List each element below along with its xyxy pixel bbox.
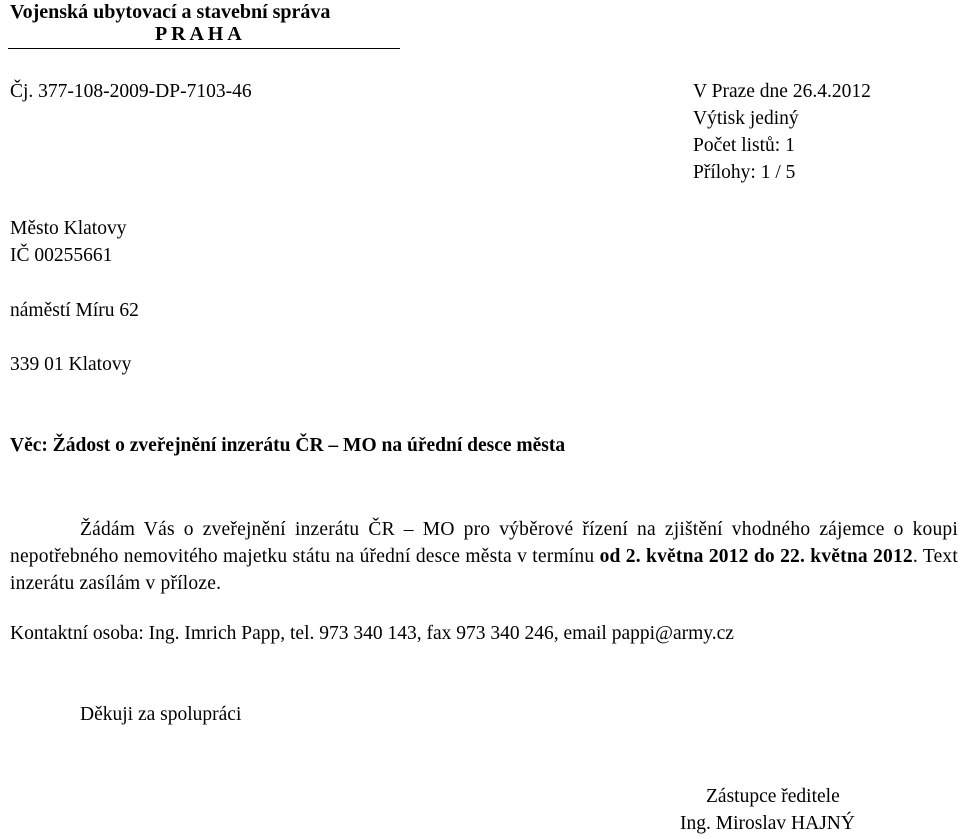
recipient-zip-city: 339 01 Klatovy xyxy=(10,354,132,375)
body-text-part2: . Text inzerátu zasílám v příloze. xyxy=(10,546,958,594)
organization-name: Vojenská ubytovací a stavební správa xyxy=(10,1,331,23)
recipient-street: náměstí Míru 62 xyxy=(10,300,139,321)
copy-count: Výtisk jediný xyxy=(693,108,799,129)
contact-info: Kontaktní osoba: Ing. Imrich Papp, tel. 973 340 143, fax 973 340 246, email pappi@army.cz xyxy=(10,623,734,644)
recipient-name: Město Klatovy xyxy=(10,218,127,239)
organization-city: P R A H A xyxy=(155,23,242,45)
letter-subject: Věc: Žádost o zveřejnění inzerátu ČR – MO na úřední desce města xyxy=(10,435,566,456)
header-divider xyxy=(8,48,400,49)
attachment-count: Přílohy: 1 / 5 xyxy=(693,162,796,183)
closing-phrase: Děkuji za spolupráci xyxy=(80,704,242,725)
reference-number: Čj. 377-108-2009-DP-7103-46 xyxy=(10,81,252,102)
sheet-count: Počet listů: 1 xyxy=(693,135,795,156)
signature-name: Ing. Miroslav HAJNÝ xyxy=(680,813,855,834)
body-bold-period: od 2. května 2012 do 22. května 2012 xyxy=(599,546,913,567)
letter-body xyxy=(10,516,958,597)
letter-date: V Praze dne 26.4.2012 xyxy=(693,81,871,102)
signature-title: Zástupce ředitele xyxy=(706,786,840,807)
recipient-ic: IČ 00255661 xyxy=(10,245,113,266)
body-text-part1: Žádám Vás o zveřejnění inzerátu ČR – MO pro výběrové řízení na zjištění vhodného zájemce o koupi nepotřebného nemovitého majetku státu na úřední desce města v termínu xyxy=(10,519,958,567)
